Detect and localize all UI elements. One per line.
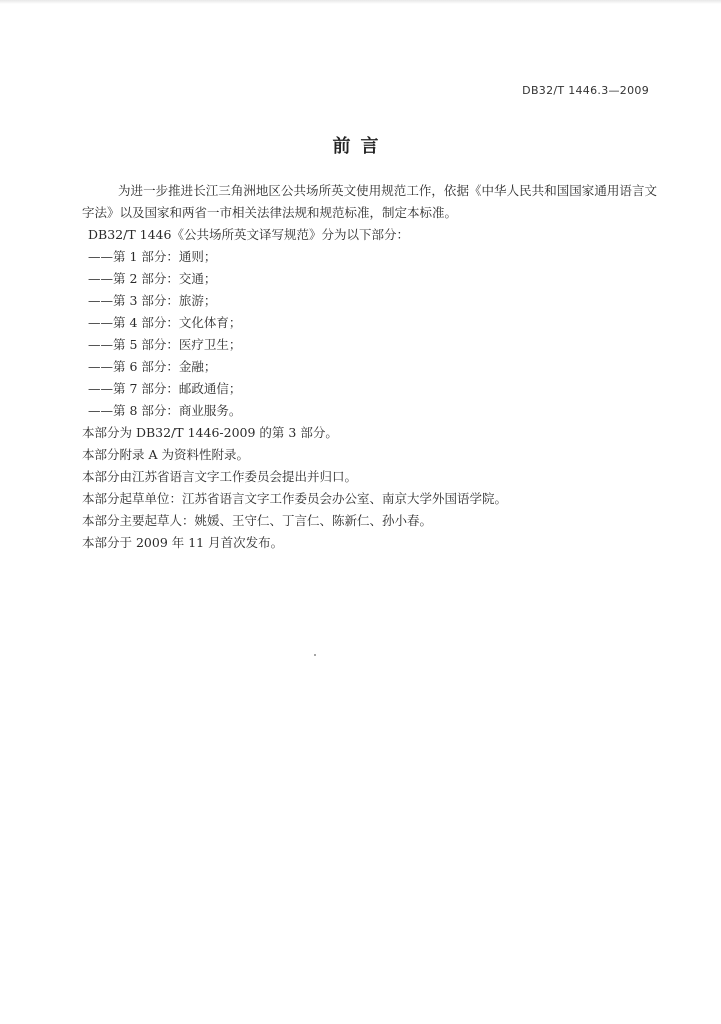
document-body <box>82 180 657 554</box>
list-item-part-5: ——第 5 部分：医疗卫生； <box>88 337 242 352</box>
intro-paragraph: 为进一步推进长江三角洲地区公共场所英文使用规范工作，依据《中华人民共和国国家通用语言文字法》以及国家和两省一市相关法律法规和规范标准，制定本标准。 <box>82 183 657 220</box>
scan-edge <box>0 0 721 4</box>
list-item-part-1: ——第 1 部分：通则； <box>88 249 217 264</box>
note-part-number: 本部分为 DB32/T 1446-2009 的第 3 部分。 <box>82 425 338 440</box>
note-proposer: 本部分由江苏省语言文字工作委员会提出并归口。 <box>82 469 358 484</box>
list-item-part-3: ——第 3 部分：旅游； <box>88 293 217 308</box>
list-item-part-7: ——第 7 部分：邮政通信； <box>88 381 242 396</box>
parts-intro: DB32/T 1446《公共场所英文译写规范》分为以下部分： <box>88 227 409 242</box>
note-drafting-units: 本部分起草单位：江苏省语言文字工作委员会办公室、南京大学外国语学院。 <box>82 491 508 506</box>
list-item-part-4: ——第 4 部分：文化体育； <box>88 315 242 330</box>
list-item-part-8: ——第 8 部分：商业服务。 <box>88 403 242 418</box>
document-code: DB32/T 1446.3—2009 <box>522 84 649 97</box>
page-title: 前言 <box>332 136 389 157</box>
list-item-part-2: ——第 2 部分：交通； <box>88 271 217 286</box>
list-item-part-6: ——第 6 部分：金融； <box>88 359 217 374</box>
scan-speck <box>314 654 316 656</box>
note-appendix: 本部分附录 A 为资料性附录。 <box>82 447 249 462</box>
note-release: 本部分于 2009 年 11 月首次发布。 <box>82 535 284 550</box>
note-drafters: 本部分主要起草人：姚媛、王守仁、丁言仁、陈新仁、孙小春。 <box>82 513 433 528</box>
